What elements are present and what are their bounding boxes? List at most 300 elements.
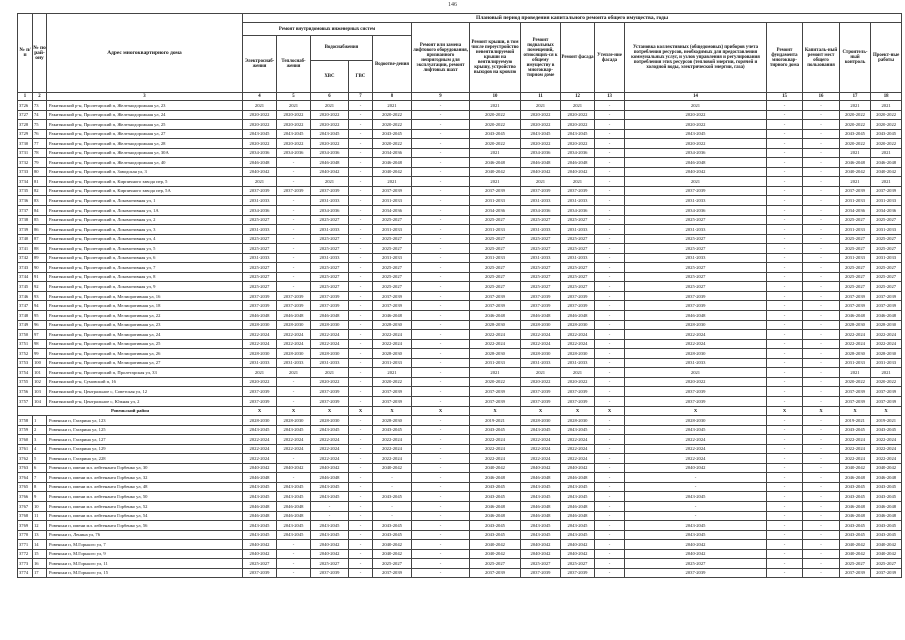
period-cell: 2040-2042 xyxy=(625,463,767,473)
address-cell: Ровеньки п, М.Горького ул, 11 xyxy=(47,559,243,569)
table-row xyxy=(18,263,902,273)
period-cell: - xyxy=(349,330,373,340)
period-cell: 2031-2033 xyxy=(871,225,902,235)
period-cell: - xyxy=(595,530,625,540)
period-cell: 2025-2027 xyxy=(561,234,595,244)
period-cell: 2021 xyxy=(625,368,767,378)
table-body xyxy=(18,101,902,578)
period-cell: 2025-2027 xyxy=(871,244,902,254)
address-cell: Ракитянский р-н, Пролетарский п, Мелиоративная ул, 25 xyxy=(47,339,243,349)
period-cell: 2046-2048 xyxy=(840,473,871,483)
table-row xyxy=(18,416,902,426)
period-cell: 2021 xyxy=(521,101,561,111)
period-cell: 2046-2048 xyxy=(470,158,521,168)
period-cell: 2025-2027 xyxy=(840,263,871,273)
district-number: 73 xyxy=(33,101,47,111)
period-cell: 2040-2042 xyxy=(840,540,871,550)
period-cell: - xyxy=(349,444,373,454)
table-row xyxy=(18,177,902,187)
period-cell: 2034-2036 xyxy=(521,148,561,158)
period-cell: 2031-2033 xyxy=(373,358,412,368)
table-row xyxy=(18,368,902,378)
table-row xyxy=(18,387,902,397)
period-cell: 2020-2022 xyxy=(871,120,902,130)
period-cell: 2020-2022 xyxy=(840,120,871,130)
period-cell: - xyxy=(412,521,470,531)
period-cell: - xyxy=(803,244,840,254)
period-cell: - xyxy=(767,330,803,340)
row-number: 3760 xyxy=(18,435,33,445)
period-cell: 2037-2039 xyxy=(373,387,412,397)
period-cell: 2025-2027 xyxy=(373,282,412,292)
period-cell: 2040-2042 xyxy=(470,549,521,559)
period-cell: 2040-2042 xyxy=(373,549,412,559)
period-cell: 2020-2022 xyxy=(243,139,277,149)
period-cell: - xyxy=(767,568,803,578)
period-cell: 2022-2024 xyxy=(561,339,595,349)
address-cell: Ракитянский р-н, Пролетарский п, Локомотивная ул, 1А xyxy=(47,206,243,216)
period-cell: 2020-2022 xyxy=(277,120,311,130)
column-number: 7 xyxy=(349,93,373,101)
row-number: 3726 xyxy=(18,101,33,111)
period-cell: 2043-2045 xyxy=(871,530,902,540)
table-row xyxy=(18,377,902,387)
district-number: 77 xyxy=(33,139,47,149)
table-row xyxy=(18,454,902,464)
period-cell: - xyxy=(595,435,625,445)
period-cell: - xyxy=(803,511,840,521)
period-cell: 2037-2039 xyxy=(840,568,871,578)
period-cell: 2025-2027 xyxy=(840,282,871,292)
address-cell: Ровеньки п, имени мл. лейтенанта Горбенко ул, 54 xyxy=(47,511,243,521)
period-cell: - xyxy=(277,234,311,244)
period-cell: 2034-2036 xyxy=(561,148,595,158)
period-cell: 2031-2033 xyxy=(521,253,561,263)
period-cell: 2022-2024 xyxy=(521,444,561,454)
period-cell: 2043-2045 xyxy=(311,530,349,540)
row-number: 3735 xyxy=(18,186,33,196)
capital-repair-schedule-table xyxy=(17,13,902,578)
period-cell: 2037-2039 xyxy=(840,301,871,311)
period-cell: - xyxy=(412,425,470,435)
district-number: 13 xyxy=(33,530,47,540)
period-cell: 2046-2048 xyxy=(470,511,521,521)
period-cell: 2025-2027 xyxy=(470,244,521,254)
period-cell: 2040-2042 xyxy=(311,463,349,473)
period-cell: 2025-2027 xyxy=(311,234,349,244)
period-cell: 2025-2027 xyxy=(625,234,767,244)
period-cell: - xyxy=(595,311,625,321)
period-cell: 2043-2045 xyxy=(243,530,277,540)
period-cell: - xyxy=(803,339,840,349)
period-cell: - xyxy=(277,387,311,397)
period-cell: - xyxy=(767,120,803,130)
period-cell: 2037-2039 xyxy=(521,568,561,578)
period-cell: - xyxy=(803,540,840,550)
address-cell: Ровеньки п, М.Горького ул, 9 xyxy=(47,549,243,559)
period-cell: 2025-2027 xyxy=(871,282,902,292)
period-cell: - xyxy=(349,110,373,120)
period-cell: - xyxy=(803,215,840,225)
period-cell: 2028-2030 xyxy=(373,320,412,330)
period-cell: 2022-2024 xyxy=(243,454,277,464)
column-number: 17 xyxy=(840,93,871,101)
period-cell: 2028-2030 xyxy=(521,320,561,330)
period-cell: - xyxy=(349,263,373,273)
period-cell: - xyxy=(767,225,803,235)
period-cell: - xyxy=(373,482,412,492)
period-cell: - xyxy=(803,482,840,492)
period-cell: - xyxy=(767,368,803,378)
period-cell: - xyxy=(412,196,470,206)
period-cell: - xyxy=(412,339,470,349)
row-number: 3745 xyxy=(18,282,33,292)
period-cell: 2037-2039 xyxy=(840,396,871,406)
table-row xyxy=(18,215,902,225)
period-cell: 2031-2033 xyxy=(470,358,521,368)
period-cell: - xyxy=(595,492,625,502)
period-cell: - xyxy=(277,177,311,187)
period-cell: 2028-2030 xyxy=(871,349,902,359)
period-cell: X xyxy=(840,406,871,416)
district-number: 102 xyxy=(33,377,47,387)
period-cell: 2022-2024 xyxy=(470,435,521,445)
period-cell: 2022-2024 xyxy=(840,454,871,464)
district-number: 1 xyxy=(33,416,47,426)
period-cell: - xyxy=(412,263,470,273)
period-cell: - xyxy=(373,501,412,511)
period-cell: 2020-2022 xyxy=(311,377,349,387)
period-cell: 2022-2024 xyxy=(871,330,902,340)
address-cell: Ровеньки п, имени мл. лейтенанта Горбенко ул, 48 xyxy=(47,482,243,492)
period-cell: 2025-2027 xyxy=(470,234,521,244)
period-cell: 2046-2048 xyxy=(243,311,277,321)
table-row xyxy=(18,244,902,254)
period-cell: 2025-2027 xyxy=(470,282,521,292)
period-cell: 2037-2039 xyxy=(243,301,277,311)
period-cell: 2021 xyxy=(561,368,595,378)
period-cell: 2031-2033 xyxy=(840,358,871,368)
period-cell: 2031-2033 xyxy=(871,196,902,206)
district-number: 76 xyxy=(33,129,47,139)
period-cell: 2034-2036 xyxy=(373,148,412,158)
period-cell: - xyxy=(803,186,840,196)
period-cell: 2028-2030 xyxy=(277,349,311,359)
period-cell: 2025-2027 xyxy=(373,234,412,244)
row-number: 3737 xyxy=(18,206,33,216)
column-number: 1 xyxy=(18,93,33,101)
district-name: Ровеньский район xyxy=(18,406,243,416)
period-cell: 2037-2039 xyxy=(373,568,412,578)
period-cell: - xyxy=(625,511,767,521)
period-cell: - xyxy=(311,501,349,511)
period-cell: - xyxy=(349,158,373,168)
period-cell: 2046-2048 xyxy=(243,473,277,483)
period-cell: 2040-2042 xyxy=(470,167,521,177)
row-number: 3732 xyxy=(18,158,33,168)
period-cell: - xyxy=(595,568,625,578)
period-cell: - xyxy=(412,530,470,540)
period-cell: 2031-2033 xyxy=(871,358,902,368)
period-cell: 2020-2022 xyxy=(521,110,561,120)
period-cell: 2025-2027 xyxy=(840,272,871,282)
period-cell: - xyxy=(803,253,840,263)
period-cell: 2037-2039 xyxy=(561,568,595,578)
period-cell: 2031-2033 xyxy=(243,253,277,263)
period-cell: 2031-2033 xyxy=(625,358,767,368)
period-cell: 2022-2024 xyxy=(521,454,561,464)
period-cell: 2043-2045 xyxy=(243,129,277,139)
period-cell: 2037-2039 xyxy=(625,291,767,301)
period-cell: 2046-2048 xyxy=(871,311,902,321)
period-cell: 2022-2024 xyxy=(243,330,277,340)
district-number: 74 xyxy=(33,110,47,120)
district-number: 16 xyxy=(33,559,47,569)
header-insulation: Утепле-ние фасада xyxy=(595,23,625,93)
period-cell: - xyxy=(595,177,625,187)
period-cell: 2022-2024 xyxy=(470,339,521,349)
district-number: 84 xyxy=(33,206,47,216)
period-cell: 2037-2039 xyxy=(373,186,412,196)
address-cell: Ракитянский р-н, Пролетарский п, Железнодорожная ул, 24 xyxy=(47,110,243,120)
period-cell: - xyxy=(349,463,373,473)
period-cell: - xyxy=(803,377,840,387)
period-cell: 2022-2024 xyxy=(625,339,767,349)
period-cell: 2025-2027 xyxy=(871,215,902,225)
period-cell: 2037-2039 xyxy=(521,186,561,196)
column-number: 18 xyxy=(871,93,902,101)
period-cell: 2037-2039 xyxy=(871,301,902,311)
district-number: 2 xyxy=(33,425,47,435)
address-cell: Ракитянский р-н, Пролетарский п, Железнодорожная ул, 25 xyxy=(47,120,243,130)
period-cell: 2021 xyxy=(311,368,349,378)
period-cell: - xyxy=(595,148,625,158)
period-cell: 2022-2024 xyxy=(373,339,412,349)
row-number: 3772 xyxy=(18,549,33,559)
period-cell: 2021 xyxy=(470,177,521,187)
period-cell: - xyxy=(595,540,625,550)
row-number: 3759 xyxy=(18,425,33,435)
period-cell: 2020-2022 xyxy=(840,139,871,149)
period-cell: 2037-2039 xyxy=(871,387,902,397)
period-cell: - xyxy=(412,396,470,406)
period-cell: 2025-2027 xyxy=(625,215,767,225)
period-cell: 2046-2048 xyxy=(470,311,521,321)
period-cell: - xyxy=(595,206,625,216)
period-cell: - xyxy=(767,521,803,531)
period-cell: 2022-2024 xyxy=(373,444,412,454)
period-cell: 2043-2045 xyxy=(561,530,595,540)
period-cell: 2043-2045 xyxy=(373,492,412,502)
period-cell: 2040-2042 xyxy=(625,549,767,559)
period-cell: X xyxy=(373,406,412,416)
period-cell: 2022-2024 xyxy=(840,435,871,445)
district-number: 93 xyxy=(33,291,47,301)
period-cell: 2043-2045 xyxy=(470,425,521,435)
period-cell: 2040-2042 xyxy=(373,167,412,177)
period-cell: 2025-2027 xyxy=(470,263,521,273)
period-cell: 2037-2039 xyxy=(871,568,902,578)
period-cell: 2043-2045 xyxy=(871,492,902,502)
period-cell: - xyxy=(412,139,470,149)
period-cell: 2031-2033 xyxy=(243,196,277,206)
period-cell: 2037-2039 xyxy=(311,291,349,301)
period-cell: 2022-2024 xyxy=(311,444,349,454)
address-cell: Ровеньки п, Гагарина ул, 125 xyxy=(47,425,243,435)
period-cell: 2031-2033 xyxy=(561,196,595,206)
period-cell: 2040-2042 xyxy=(311,549,349,559)
period-cell: - xyxy=(767,311,803,321)
period-cell: 2037-2039 xyxy=(311,186,349,196)
row-number: 3750 xyxy=(18,330,33,340)
period-cell: 2043-2045 xyxy=(871,521,902,531)
period-cell: - xyxy=(803,568,840,578)
period-cell: 2037-2039 xyxy=(470,301,521,311)
period-cell: 2025-2027 xyxy=(521,234,561,244)
period-cell: - xyxy=(349,282,373,292)
period-cell: 2031-2033 xyxy=(521,196,561,206)
district-number: 82 xyxy=(33,186,47,196)
period-cell: 2037-2039 xyxy=(840,387,871,397)
period-cell: - xyxy=(349,291,373,301)
row-number: 3758 xyxy=(18,416,33,426)
period-cell: 2020-2022 xyxy=(277,139,311,149)
period-cell: - xyxy=(803,158,840,168)
district-number: 15 xyxy=(33,549,47,559)
period-cell: 2037-2039 xyxy=(625,568,767,578)
row-number: 3770 xyxy=(18,530,33,540)
period-cell: - xyxy=(767,339,803,349)
period-cell: 2025-2027 xyxy=(243,263,277,273)
period-cell: - xyxy=(595,444,625,454)
period-cell: 2028-2030 xyxy=(373,349,412,359)
period-cell: 2025-2027 xyxy=(840,215,871,225)
row-number: 3763 xyxy=(18,463,33,473)
period-cell: - xyxy=(803,311,840,321)
row-number: 3762 xyxy=(18,454,33,464)
district-number: 75 xyxy=(33,120,47,130)
period-cell: 2022-2024 xyxy=(277,330,311,340)
period-cell: - xyxy=(803,425,840,435)
period-cell: X xyxy=(311,406,349,416)
period-cell: 2025-2027 xyxy=(561,263,595,273)
header-design-works: Проект-ные работы xyxy=(871,23,902,93)
address-cell: Ракитянский р-н, Пролетарский п, Мелиоративная ул, 24 xyxy=(47,330,243,340)
period-cell: 2022-2024 xyxy=(470,454,521,464)
row-number: 3771 xyxy=(18,540,33,550)
period-cell: 2043-2045 xyxy=(840,425,871,435)
period-cell: 2043-2045 xyxy=(243,482,277,492)
period-cell: - xyxy=(803,349,840,359)
period-cell: 2043-2045 xyxy=(871,425,902,435)
period-cell: 2043-2045 xyxy=(470,530,521,540)
period-cell: 2043-2045 xyxy=(277,482,311,492)
period-cell: - xyxy=(412,358,470,368)
column-number: 2 xyxy=(33,93,47,101)
address-cell: Ракитянский р-н, Пролетарский п, Кирпичного завода пер, 5А xyxy=(47,186,243,196)
period-cell: 2046-2048 xyxy=(840,511,871,521)
period-cell: - xyxy=(595,129,625,139)
period-cell: 2022-2024 xyxy=(373,454,412,464)
period-cell: 2037-2039 xyxy=(561,186,595,196)
header-facade: Ремонт фасада xyxy=(561,23,595,93)
period-cell: 2021 xyxy=(521,177,561,187)
period-cell: 2022-2024 xyxy=(561,330,595,340)
period-cell: X xyxy=(561,406,595,416)
period-cell: 2046-2048 xyxy=(561,311,595,321)
period-cell: 2031-2033 xyxy=(311,196,349,206)
period-cell: 2028-2030 xyxy=(561,349,595,359)
period-cell: 2021 xyxy=(625,177,767,187)
period-cell: - xyxy=(412,330,470,340)
period-cell: 2043-2045 xyxy=(561,425,595,435)
table-row xyxy=(18,339,902,349)
period-cell: 2043-2045 xyxy=(470,482,521,492)
period-cell: 2040-2042 xyxy=(840,167,871,177)
period-cell: 2021 xyxy=(373,177,412,187)
period-cell: - xyxy=(803,148,840,158)
row-number: 3766 xyxy=(18,492,33,502)
period-cell: 2043-2045 xyxy=(625,521,767,531)
table-row xyxy=(18,301,902,311)
period-cell: 2025-2027 xyxy=(311,244,349,254)
period-cell: 2021 xyxy=(871,368,902,378)
period-cell: 2021 xyxy=(871,177,902,187)
address-cell: Ракитянский р-н, Пролетарский п, Кирпичного завода пер, 5 xyxy=(47,177,243,187)
period-cell: 2031-2033 xyxy=(470,225,521,235)
period-cell: - xyxy=(803,330,840,340)
period-cell: 2025-2027 xyxy=(561,215,595,225)
period-cell: 2025-2027 xyxy=(871,263,902,273)
period-cell: 2021 xyxy=(871,101,902,111)
period-cell: - xyxy=(349,492,373,502)
period-cell: 2040-2042 xyxy=(871,540,902,550)
period-cell: - xyxy=(412,253,470,263)
table-row xyxy=(18,482,902,492)
period-cell: - xyxy=(277,549,311,559)
period-cell: 2040-2042 xyxy=(625,540,767,550)
period-cell: - xyxy=(412,349,470,359)
period-cell: - xyxy=(277,263,311,273)
period-cell: - xyxy=(595,263,625,273)
period-cell: 2046-2048 xyxy=(871,158,902,168)
column-number: 6 xyxy=(311,93,349,101)
period-cell: 2043-2045 xyxy=(871,129,902,139)
period-cell: - xyxy=(311,511,349,521)
period-cell: - xyxy=(277,225,311,235)
district-number: 83 xyxy=(33,196,47,206)
period-cell: 2034-2036 xyxy=(470,206,521,216)
period-cell: 2031-2033 xyxy=(561,253,595,263)
header-no-district: № по рай-ону xyxy=(33,14,47,93)
period-cell: 2025-2027 xyxy=(373,263,412,273)
row-number: 3747 xyxy=(18,301,33,311)
address-cell: Ракитянский р-н, Пролетарский п, Железнодорожная ул, 40 xyxy=(47,158,243,168)
period-cell: - xyxy=(349,377,373,387)
period-cell: - xyxy=(767,501,803,511)
period-cell: 2043-2045 xyxy=(470,492,521,502)
period-cell: 2021 xyxy=(373,368,412,378)
period-cell: 2022-2024 xyxy=(311,330,349,340)
period-cell: 2020-2022 xyxy=(243,120,277,130)
period-cell: 2022-2024 xyxy=(625,330,767,340)
period-cell: 2025-2027 xyxy=(243,234,277,244)
period-cell: 2020-2022 xyxy=(871,110,902,120)
header-address: Адрес многоквартирного дома xyxy=(47,14,243,93)
period-cell: 2021 xyxy=(840,368,871,378)
period-cell: - xyxy=(349,454,373,464)
address-cell: Ракитянский р-н, Пролетарский п, Локомотивная ул, 7 xyxy=(47,263,243,273)
